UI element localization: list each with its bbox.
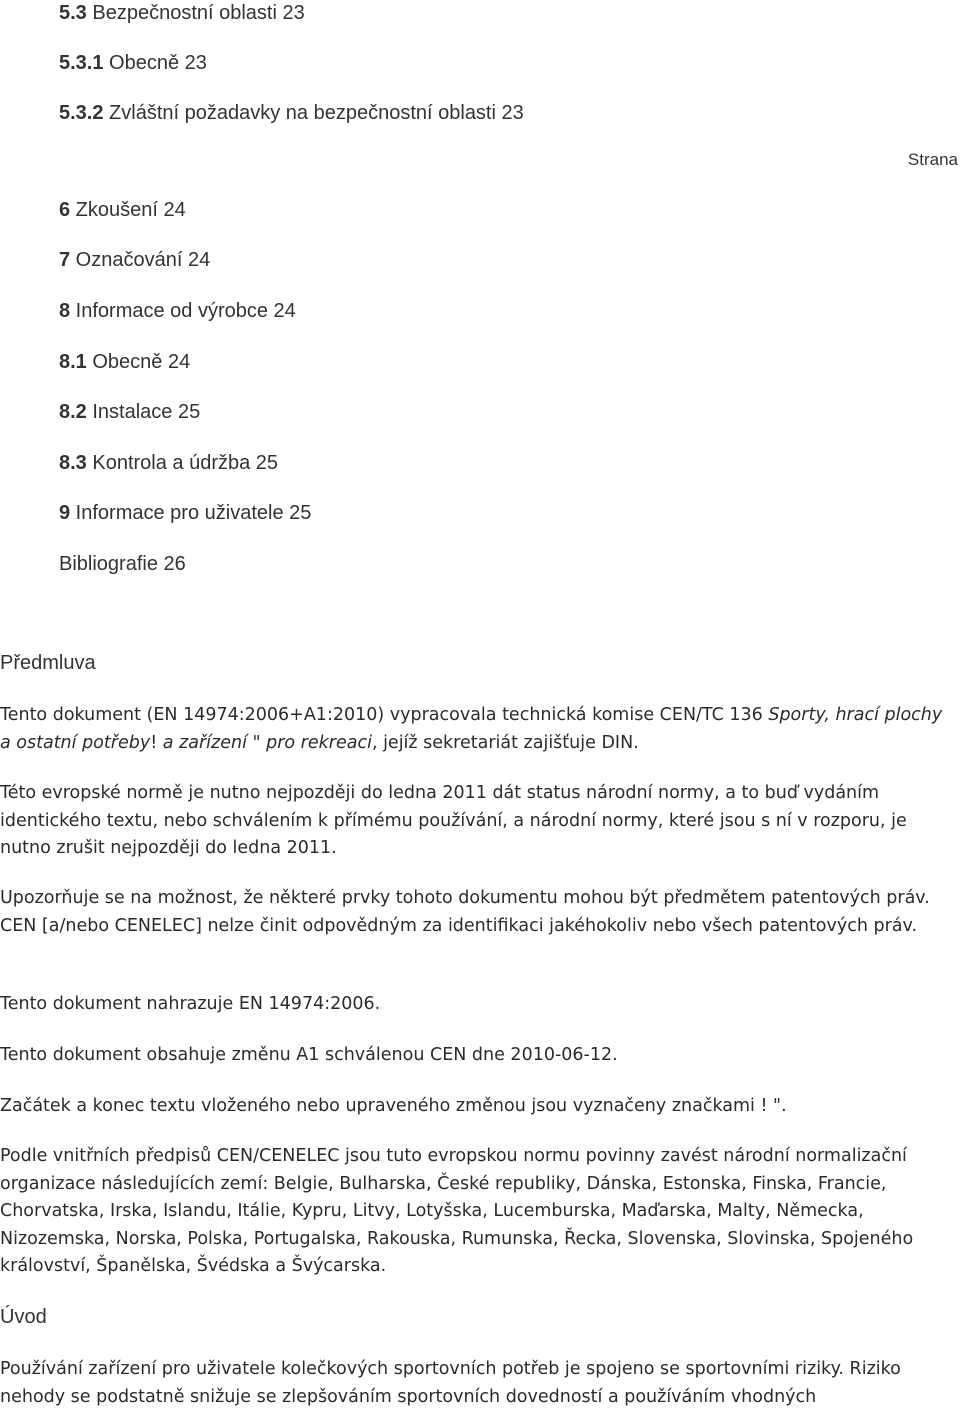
toc-entry[interactable] xyxy=(59,552,186,576)
toc-text: Zkoušení 24 xyxy=(70,199,186,221)
toc-number: 8.1 xyxy=(59,351,87,373)
paragraph: Podle vnitřních předpisů CEN/CENELEC jsou tuto evropskou normu povinny zavést národní normalizační organizace následujících zemí: Belgie, Bulharska, České republiky, Dánska, Estonska, Finska, Francie, Chorvatska, Irska, Islandu, Itálie, Kypru, Litvy, Lotyšska, Lucemburska, Maďarska, Malty, Německa, Nizozemska, Norska, Polska, Portugalska, Rakouska, Rumunska, Řecka, Slovenska, Slovinska, Spojeného království, Španělska, Švédska a Švýcarska. xyxy=(0,1146,914,1276)
toc-text: Obecně 24 xyxy=(86,351,191,373)
toc-entry[interactable] xyxy=(59,501,311,525)
toc-text: Zvláštní požadavky na bezpečnostní oblasti 23 xyxy=(103,102,524,124)
paragraph: Této evropské normě je nutno nejpozději do ledna 2011 dát status národní normy, a to buď vydáním identického textu, nebo schválením k přímému používání, a národní normy, které jsou s ní v rozporu, je nutno zrušit nejpozději do ledna 2011. xyxy=(0,783,907,858)
toc-entry[interactable] xyxy=(59,299,296,323)
toc-text: Bezpečnostní oblasti 23 xyxy=(86,2,305,24)
toc-entry[interactable] xyxy=(59,248,210,272)
paragraph: Tento dokument nahrazuje EN 14974:2006. xyxy=(0,994,381,1014)
paragraph: Začátek a konec textu vloženého nebo upraveného změnou jsou vyznačeny značkami ! ". xyxy=(0,1096,787,1116)
paragraph: Tento dokument obsahuje změnu A1 schválenou CEN dne 2010-06-12. xyxy=(0,1045,618,1065)
toc-entry[interactable] xyxy=(59,198,186,222)
section-heading-predmluva: Předmluva xyxy=(0,652,96,674)
toc-text: Informace pro uživatele 25 xyxy=(70,502,312,524)
paragraph: Upozorňuje se na možnost, že některé prvky tohoto dokumentu mohou být předmětem patentových práv. CEN [a/nebo CENELEC] nelze činit odpovědným za identifikaci jakéhokoliv nebo všech patentových práv. xyxy=(0,888,930,936)
paragraph: Používání zařízení pro uživatele kolečkových sportovních potřeb je spojeno se sportovními riziky. Riziko nehody se podstatně snižuje se zlepšováním sportovních dovedností a používáním vhodných xyxy=(0,1359,901,1407)
toc-number: 5.3.2 xyxy=(59,102,104,124)
toc-number: 5.3.1 xyxy=(59,52,104,74)
text-run: ! xyxy=(150,732,163,753)
toc-entry[interactable] xyxy=(59,1,305,25)
toc-entry[interactable] xyxy=(59,101,524,125)
toc-number: 7 xyxy=(59,249,71,271)
toc-number: 6 xyxy=(59,199,71,221)
toc-number: 8.3 xyxy=(59,452,87,474)
toc-text: Informace od výrobce 24 xyxy=(70,300,296,322)
toc-number: 8.2 xyxy=(59,401,87,423)
toc-text: Obecně 23 xyxy=(103,52,207,74)
paragraph xyxy=(0,702,955,757)
toc-number: 5.3 xyxy=(59,2,87,24)
toc-entry[interactable] xyxy=(59,350,190,374)
toc-number: 9 xyxy=(59,502,71,524)
page-column-label: Strana xyxy=(907,150,958,169)
toc-text: Kontrola a údržba 25 xyxy=(86,452,279,474)
toc-entry[interactable] xyxy=(59,51,207,75)
toc-text: Označování 24 xyxy=(70,249,211,271)
text-run: Tento dokument (EN 14974:2006+A1:2010) vypracovala technická komise CEN/TC 136 xyxy=(0,705,769,725)
italic-text: Sporty, hrací plochy a ostatní potřeby xyxy=(0,705,943,753)
toc-text: Bibliografie 26 xyxy=(59,553,186,575)
text-run: , jejíž sekretariát zajišťuje DIN. xyxy=(371,732,639,753)
toc-number: 8 xyxy=(59,300,71,322)
toc-entry[interactable] xyxy=(59,400,200,424)
italic-text: a zařízení " pro rekreaci xyxy=(162,732,372,753)
toc-entry[interactable] xyxy=(59,451,278,475)
toc-text: Instalace 25 xyxy=(86,401,201,423)
section-heading-uvod: Úvod xyxy=(0,1306,47,1328)
